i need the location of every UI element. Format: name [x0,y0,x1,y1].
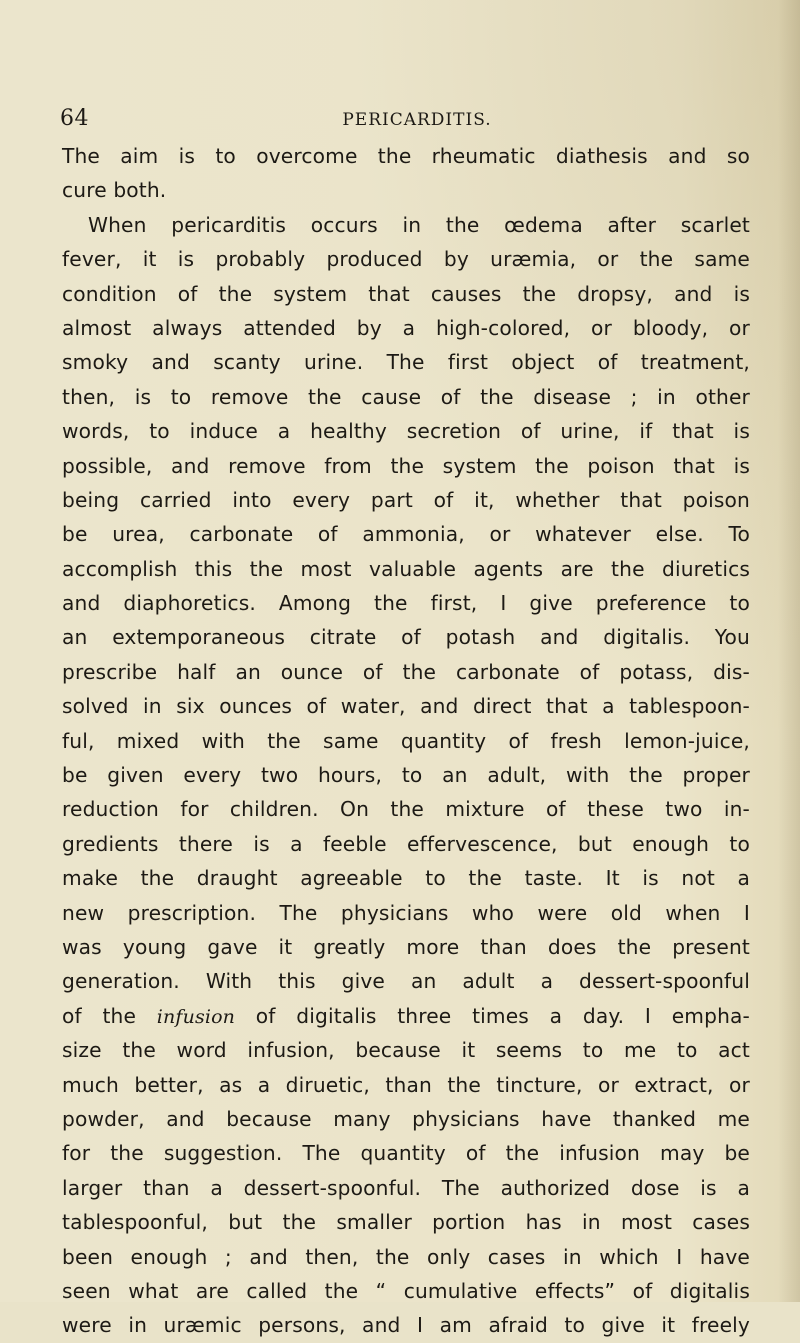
italic-word: infusion [156,1005,236,1028]
text-line: and diaphoretics. Among the first, I give preference to [62,591,750,616]
text-line: When pericarditis occurs in the œdema after scarlet [88,212,750,237]
text-line: smoky and scanty urine. The first object of treatment, [62,350,750,375]
body-text [62,139,750,1343]
page-header [60,104,750,134]
text-line: been enough ; and then, the only cases in which I have [62,1244,750,1269]
text-line: condition of the system that causes the dropsy, and is [62,281,750,306]
text-line: then, is to remove the cause of the disease ; in other [62,384,750,409]
text-line: much better, as a diruetic, than the tincture, or extract, or [62,1072,750,1097]
text-line-with-italic [62,999,750,1033]
text-line: cure both. [62,178,167,203]
text-line: words, to induce a healthy secretion of urine, if that is [62,419,750,444]
text-line: fever, it is probably produced by uræmia, or the same [62,247,750,272]
text-line: powder, and because many physicians have thanked me [62,1106,750,1131]
text-line: reduction for children. On the mixture of these two in- [62,797,750,822]
running-head: PERICARDITIS. [342,110,492,130]
text-line: make the draught agreeable to the taste. It is not a [62,866,750,891]
page-number: 64 [60,106,89,131]
text-line: new prescription. The physicians who were old when I [62,900,750,925]
text-line: ful, mixed with the same quantity of fresh lemon-juice, [62,728,750,753]
text-line: an extemporaneous citrate of potash and digitalis. You [62,625,750,650]
text-line: possible, and remove from the system the poison that is [62,453,750,478]
text-line: be given every two hours, to an adult, with the proper [62,763,750,788]
text-line: gredients there is a feeble effervescence, but enough to [62,831,750,856]
text-line: for the suggestion. The quantity of the infusion may be [62,1141,750,1166]
text-line: larger than a dessert-spoonful. The authorized dose is a [62,1175,750,1200]
page-edge-shadow [778,0,800,1302]
text-line: seen what are called the “ cumulative effects” of digitalis [62,1278,750,1303]
text-line: were in uræmic persons, and I am afraid to give it freely [62,1313,750,1338]
text-line: solved in six ounces of water, and direct that a tablespoon- [62,694,750,719]
text-line: was young gave it greatly more than does the present [62,934,750,959]
text-line: generation. With this give an adult a dessert-spoonful [62,969,750,994]
text-line: The aim is to overcome the rheumatic diathesis and so [62,144,750,168]
text-line: size the word infusion, because it seems to me to act [62,1038,750,1063]
text-line: being carried into every part of it, whether that poison [62,487,750,512]
text-line: almost always attended by a high-colored, or bloody, or [62,315,750,340]
text-line: accomplish this the most valuable agents are the diuretics [62,556,750,581]
text-fragment: of the [62,1003,137,1028]
text-line: prescribe half an ounce of the carbonate of potass, dis- [62,659,750,684]
text-line: tablespoonful, but the smaller portion has in most cases [62,1210,750,1235]
text-line: be urea, carbonate of ammonia, or whatever else. To [62,522,750,547]
text-fragment: of digitalis three times a day. I empha- [255,1003,750,1028]
